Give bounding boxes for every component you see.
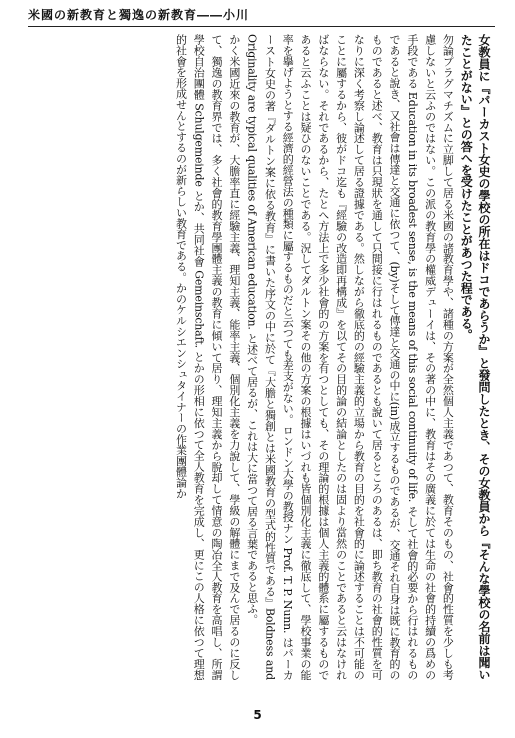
page-number: 5 xyxy=(253,708,262,722)
paragraph-3: かく米國近來の教育が、大膽率直に經驗主義、理知主義、能率主義、個別化主義を力說して、學級の解體にまで及んで居るのに反して、獨逸の教育界では、多く社會的教育學團體主義の教育に傾いて居り、理知主義から脫却して情意の陶冶全人教育を高唱し、所謂學校自治團體 Schulgemeinde とか、共同社會 Gemeinschaft. とかの形相に依つて全人教育を完成し、更にこの人格に依つて理想的社會を形成せんとするのが新らしい教育である。かのケルシエンシュタイナーの作業團體論か xyxy=(174,34,241,680)
paragraph-1: 女教員に『パーカスト女史の學校の所在はドコであらうか』と發問したとき、その女教員から『そんな學校の名前は聞いたことがない』との答へを受けたことがあつた程である。 xyxy=(459,34,491,680)
body-text xyxy=(30,34,492,680)
paragraph-2: 勿論プラグマチズムに立脚して居る米國の諸教育學や、諸種の方案が全然個人主義であつて、教育そのもの、社會的性質を少しも考慮しないと云ふのではない。この派の教育學の權威デューイは、その著の中に、教育はその廣義に於ては生命の社會的持續の爲めの手段である Education in its broadest sense, is the means of this social continuity of life. そして社會的必要から行はれるものであると說き、又社會は傳達と交通に依つて、(by)そして傳達と交通の中に(in)成立するものであるが、交通それ自身は既に教育的のものであると述べ、教育は只現狀を通して只間接に行はれるものであるとも說いて居るところのあるは、即ち教育の社會的性質を可なりに深く考察し論述して居る證據である。然しながら徹底的の經驗主義的立場から教育の目的を社會的に論述することは不可能のことに屬するから、彼がドコ迄も『經驗の改造即再構成』を以てその目的論の結論としたのは固より當然のことであると云はなければならない。それであるから、たとへ方法上で多少社會的の方案を有つとしても、その理論的根據は個人主義的體系に屬するものであると云ふことは疑ひのないことである。況してダルトン案その他の方案の根據はいづれも皆個別化主義に徹底して、學校事業の能率を擧げようとする經濟的經營法の種類に屬するものだと云つても差支がない。ロンドン大學の教授ナン Prof. T. P. Nunn. はパーカースト女史の著『ダルトン案に依る教育』に書いた序文の中に於て『大膽と獨創とは米國教育の型式的性質である』Boldness and Originality are typical qualities of American education. と述べて居るが、これは大に當つて居る言葉であると思ふ。 xyxy=(245,34,455,680)
running-header: 米國の新教育と獨逸の新教育――小川 xyxy=(28,6,495,27)
